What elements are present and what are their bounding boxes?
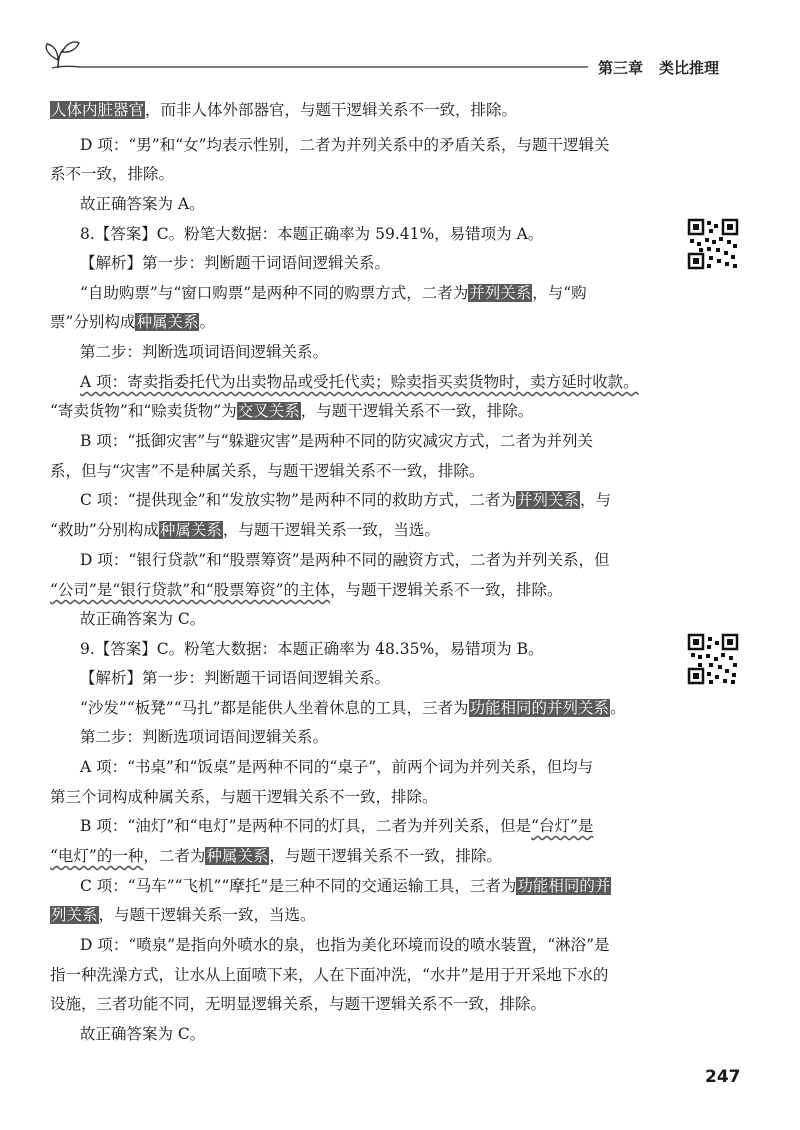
- text-segment: C 项：“马车”“飞机”“摩托”是三种不同的交通运输工具，三者为: [80, 877, 517, 895]
- qr-code-icon[interactable]: [687, 633, 739, 685]
- text-segment: ，二者为: [143, 847, 206, 865]
- text-segment: 第二步：判断选项词语间逻辑关系。: [80, 728, 329, 746]
- text-segment: ，与题干逻辑关系不一致，排除。: [300, 402, 534, 420]
- text-segment: D 项：“喷泉”是指向外喷水的泉，也指为美化环境而设的喷水装置，“淋浴”是: [80, 936, 610, 954]
- text-segment: 。: [610, 699, 626, 717]
- text-segment: 系不一致，排除。: [50, 165, 175, 183]
- text-line: [80, 696, 626, 720]
- text-line: [50, 399, 533, 423]
- text-segment: “自助购票”与“窗口购票”是两种不同的购票方式，二者为: [80, 284, 469, 302]
- page-number: 247: [705, 1067, 741, 1087]
- text-line: [80, 666, 390, 690]
- text-segment: 故正确答案为 C。: [80, 1025, 206, 1043]
- text-line: [80, 251, 390, 275]
- highlighted-term: 并列关系: [517, 491, 580, 509]
- text-segment: 故正确答案为 C。: [80, 610, 206, 628]
- text-line: [80, 370, 639, 394]
- text-segment: ，与“购: [532, 284, 587, 302]
- text-line: [80, 1022, 205, 1046]
- highlighted-term: 人体内脏器官: [51, 101, 145, 119]
- text-segment: 票”分别构成: [50, 313, 136, 331]
- highlighted-term: 功能相同的并: [517, 877, 611, 895]
- text-segment: 。: [199, 313, 215, 331]
- text-segment: B 项：“抵御灾害”与“躲避灾害”是两种不同的防灾减灾方式，二者为并列关: [80, 432, 594, 450]
- qr-code-icon[interactable]: [687, 218, 739, 270]
- chapter-title: [598, 57, 719, 78]
- text-segment: 8.【答案】C。粉笔大数据：本题正确率为 59.41%，易错项为 A。: [80, 225, 544, 243]
- text-segment: 故正确答案为 A。: [80, 195, 205, 213]
- text-segment: C 项：“提供现金”和“发放实物”是两种不同的救助方式，二者为: [80, 491, 516, 509]
- highlighted-term: 交叉关系: [237, 402, 300, 420]
- text-line: [80, 814, 593, 838]
- text-line: [80, 281, 587, 305]
- text-line: [80, 548, 610, 572]
- text-segment: ，而非人体外部器官，与题干逻辑关系不一致，排除。: [145, 101, 518, 119]
- text-line: [80, 874, 611, 898]
- text-line: [50, 578, 563, 602]
- wavy-underlined-text: “台灯”是: [531, 817, 594, 835]
- text-line: [50, 903, 316, 927]
- text-segment: D 项：“银行贷款”和“股票筹资”是两种不同的融资方式，二者为并列关系，但: [80, 551, 610, 569]
- text-segment: “沙发”“板凳”“马扎”都是能供人坐着休息的工具，三者为: [80, 699, 469, 717]
- text-line: [80, 725, 328, 749]
- text-segment: 第二步：判断选项词语间逻辑关系。: [80, 343, 329, 361]
- chapter-number: 第三章: [598, 59, 644, 77]
- text-line: [50, 785, 438, 809]
- text-line: [80, 607, 205, 631]
- highlighted-term: 种属关系: [206, 847, 269, 865]
- text-segment: B 项：“油灯”和“电灯”是两种不同的灯具，二者为并列关系，但是: [80, 817, 532, 835]
- text-line: [50, 162, 174, 186]
- text-line: [50, 844, 502, 868]
- text-segment: D 项：“男”和“女”均表示性别，二者为并列关系中的矛盾关系，与题干逻辑关: [80, 136, 610, 154]
- text-segment: 【解析】第一步：判断题干词语间逻辑关系。: [80, 669, 391, 687]
- section-name: 类比推理: [659, 59, 720, 77]
- highlighted-term: 列关系: [51, 906, 98, 924]
- text-segment: 9.【答案】C。粉笔大数据：本题正确率为 48.35%，易错项为 B。: [80, 640, 544, 658]
- text-segment: ，与题干逻辑关系一致，当选。: [222, 521, 440, 539]
- text-line: [80, 340, 328, 364]
- text-line: [80, 222, 543, 246]
- text-line: [80, 755, 593, 779]
- text-line: [50, 963, 608, 987]
- text-segment: ，与题干逻辑关系不一致，排除。: [269, 847, 502, 865]
- text-segment: ，与题干逻辑关系一致，当选。: [98, 906, 316, 924]
- highlighted-term: 种属关系: [136, 313, 199, 331]
- text-line: [50, 310, 215, 334]
- text-segment: 指一种洗澡方式，让水从上面喷下来，人在下面冲洗，“水井”是用于开采地下水的: [50, 966, 609, 984]
- text-segment: ，与题干逻辑关系不一致，排除。: [330, 581, 563, 599]
- text-segment: 设施，三者功能不同，无明显逻辑关系，与题干逻辑关系不一致，排除。: [50, 995, 547, 1013]
- text-segment: 【解析】第一步：判断题干词语间逻辑关系。: [80, 254, 391, 272]
- wavy-underlined-text: “电灯”的一种: [50, 847, 144, 865]
- text-line: [80, 488, 611, 512]
- text-segment: 系，但与“灾害”不是种属关系，与题干逻辑关系不一致，排除。: [50, 462, 485, 480]
- text-line: [80, 192, 205, 216]
- text-line: [50, 459, 484, 483]
- text-segment: 第三个词构成种属关系，与题干逻辑关系不一致，排除。: [50, 788, 438, 806]
- highlighted-term: 并列关系: [469, 284, 532, 302]
- text-segment: “救助”分别构成: [50, 521, 159, 539]
- text-segment: “寄卖货物”和“赊卖货物”为: [50, 402, 237, 420]
- text-segment: ，与: [580, 491, 612, 509]
- highlighted-term: 种属关系: [159, 521, 222, 539]
- page-header: [0, 0, 800, 80]
- text-line: [80, 133, 610, 157]
- wavy-underlined-text: A 项：寄卖指委托代为出卖物品或受托代卖；赊卖指买卖货物时，卖方延时收款。: [80, 373, 639, 391]
- text-line: [50, 992, 546, 1016]
- text-line: [50, 518, 440, 542]
- text-line: [80, 933, 610, 957]
- text-line: [80, 429, 593, 453]
- text-line: [80, 637, 544, 661]
- text-line: [50, 98, 517, 122]
- highlighted-term: 功能相同的并列关系: [469, 699, 610, 717]
- wavy-underlined-text: “公司”是“银行贷款”和“股票筹资”的主体: [50, 581, 331, 599]
- text-segment: A 项：“书桌”和“饭桌”是两种不同的“桌子”，前两个词为并列关系，但均与: [80, 758, 594, 776]
